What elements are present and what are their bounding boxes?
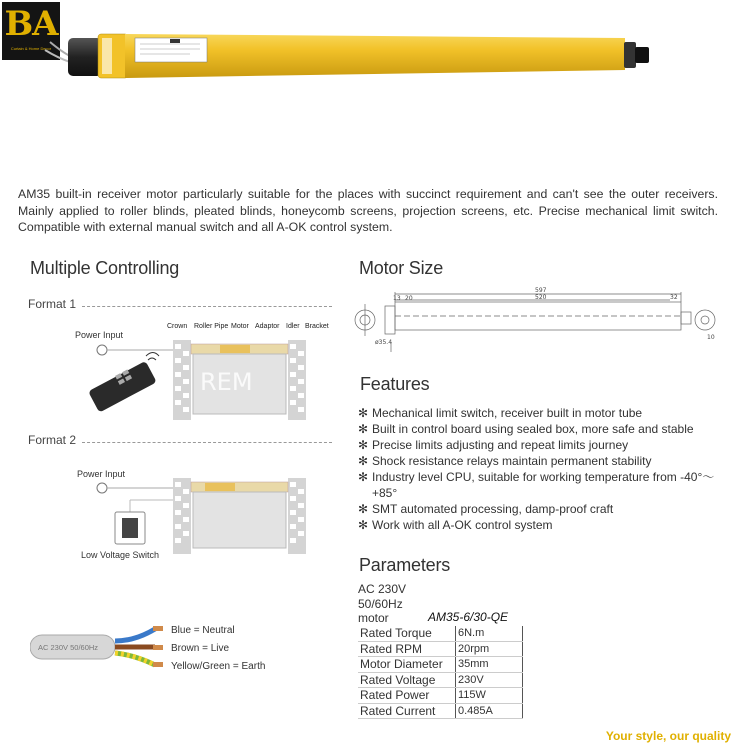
table-row: Rated RPM 20rpm bbox=[358, 641, 523, 657]
param-line: 50/60Hz bbox=[358, 596, 403, 611]
param-line: motor bbox=[358, 611, 389, 626]
wire-earth-label: Yellow/Green = Earth bbox=[171, 661, 266, 672]
multiple-controlling-title: Multiple Controlling bbox=[30, 258, 180, 278]
table-row: Rated Current 0.485A bbox=[358, 703, 523, 719]
table-row: Rated Torque 6N.m bbox=[358, 626, 523, 641]
part-roller-pipe: Roller Pipe bbox=[194, 323, 229, 330]
table-row: Rated Voltage 230V bbox=[358, 672, 523, 688]
format1-diagram bbox=[85, 330, 325, 425]
format1-power-input: Power Input bbox=[75, 330, 124, 340]
logo-subtitle: Curtain & Home Decor bbox=[10, 46, 52, 51]
part-idler: Idler bbox=[286, 323, 300, 330]
format1-label: Format 1 bbox=[28, 297, 77, 311]
dim-597: 597 bbox=[535, 287, 547, 294]
feature-item: ✻ Shock resistance relays maintain permanent stability bbox=[358, 454, 652, 468]
logo-letters: BA bbox=[4, 4, 58, 44]
feature-item: ✻ Mechanical limit switch, receiver built in motor tube bbox=[358, 406, 643, 420]
part-bracket: Bracket bbox=[305, 323, 329, 330]
dim-520: 520 bbox=[535, 294, 547, 301]
dim-diameter: ø35.4 bbox=[375, 339, 393, 346]
wire-brown-label: Brown = Live bbox=[171, 643, 230, 654]
features-list bbox=[358, 405, 718, 533]
cable-jacket-text: AC 230V 50/60Hz bbox=[38, 643, 99, 652]
motor-size-title: Motor Size bbox=[359, 258, 444, 278]
param-line: AC 230V bbox=[358, 582, 407, 596]
part-motor: Motor bbox=[231, 323, 249, 330]
remote-control-icon bbox=[88, 353, 159, 413]
table-row: Motor Diameter 35mm bbox=[358, 657, 523, 673]
feature-item: ✻ Industry level CPU, suitable for working temperature from -40°～+85° bbox=[358, 470, 715, 500]
feature-item: ✻ Work with all A-OK control system bbox=[358, 518, 553, 532]
format2-power-input: Power Input bbox=[77, 469, 126, 479]
format1-divider bbox=[82, 306, 332, 307]
feature-item: ✻ Built in control board using sealed box, more safe and stable bbox=[358, 422, 694, 436]
dim-13: 13 bbox=[393, 295, 401, 302]
format2-diagram bbox=[85, 470, 325, 555]
intro-paragraph: AM35 built-in receiver motor particularly suitable for the places with succinct requirement and can't see the outer receivers. Mainly applied to roller blinds, pleated blinds, honeycomb screens, projection screens, etc. Precise mechanical limit switch. Compatible with external manual switch and all A-OK control system. bbox=[18, 187, 718, 234]
dim-32: 32 bbox=[670, 294, 678, 301]
part-crown: Crown bbox=[167, 323, 188, 330]
format2-divider bbox=[82, 442, 332, 443]
part-adaptor: Adaptor bbox=[255, 323, 280, 330]
feature-item: ✻ SMT automated processing, damp-proof craft bbox=[358, 502, 614, 516]
feature-item: ✻ Precise limits adjusting and repeat limits journey bbox=[358, 438, 629, 452]
parameters-table bbox=[358, 626, 523, 719]
dim-20: 20 bbox=[405, 295, 413, 302]
parameters-header bbox=[358, 582, 406, 626]
low-voltage-switch-label: Low Voltage Switch bbox=[81, 550, 160, 560]
table-row: Rated Power 115W bbox=[358, 688, 523, 704]
features-title: Features bbox=[360, 374, 430, 394]
parameters-title: Parameters bbox=[359, 555, 451, 575]
watermark: REM bbox=[200, 368, 253, 396]
model-number: AM35-6/30-QE bbox=[428, 610, 509, 624]
tagline: Your style, our quality bbox=[605, 729, 731, 743]
motor-product-image bbox=[40, 22, 660, 92]
format2-label: Format 2 bbox=[28, 433, 77, 447]
motor-size-drawing bbox=[345, 282, 725, 352]
dim-10: 10 bbox=[707, 334, 715, 341]
wire-blue-label: Blue = Neutral bbox=[171, 625, 235, 636]
